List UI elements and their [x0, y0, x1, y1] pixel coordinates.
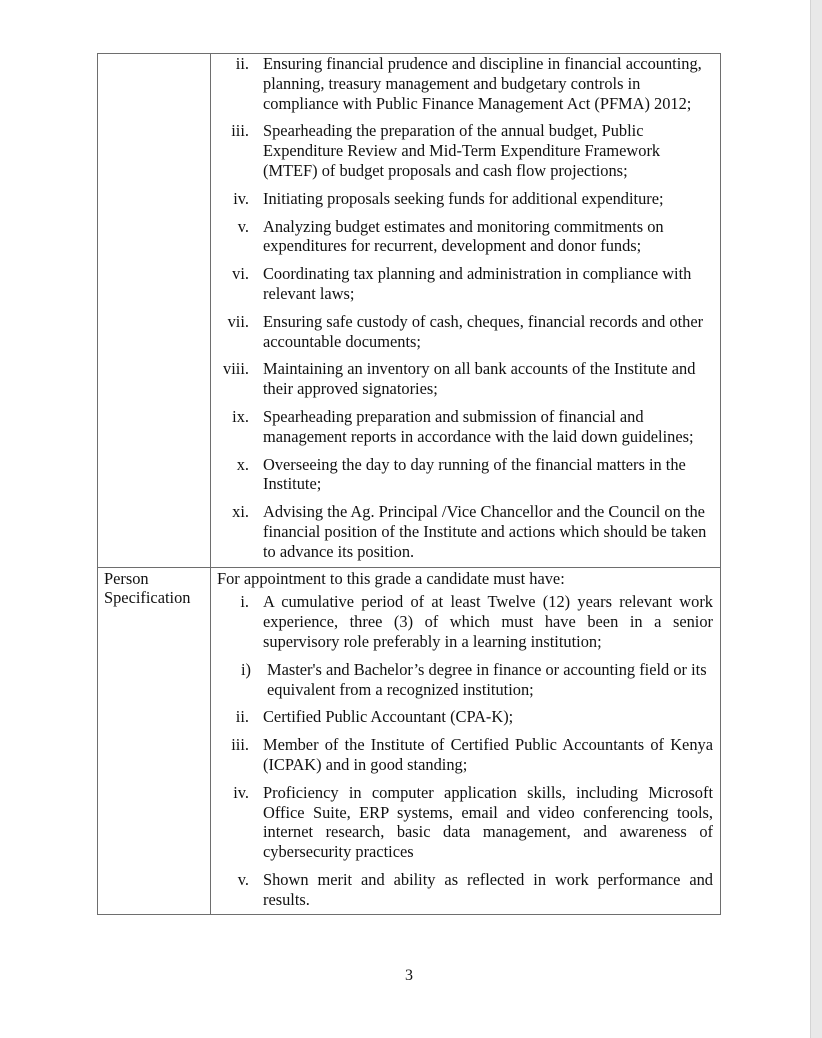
viewer-scroll-edge[interactable]	[810, 0, 822, 1038]
item-number: vi.	[232, 264, 249, 284]
item-text: Maintaining an inventory on all bank accounts of the Institute and their approved signatories;	[263, 359, 696, 399]
item-number: xi.	[232, 502, 249, 522]
person-specification-content-cell	[211, 567, 721, 915]
item-number: v.	[237, 869, 249, 889]
item-text: Analyzing budget estimates and monitoring commitments on expenditures for recurrent, development and donor funds;	[263, 216, 664, 256]
item-number: viii.	[223, 359, 249, 379]
item-number: i)	[240, 659, 251, 679]
duties-content-cell	[211, 54, 721, 568]
list-item	[211, 735, 713, 775]
list-item	[211, 592, 713, 651]
item-text: Overseeing the day to day running of the financial matters in the Institute;	[263, 454, 686, 494]
list-item	[211, 660, 713, 700]
item-number: ix.	[232, 406, 249, 426]
list-item	[211, 502, 713, 561]
page-number: 3	[405, 967, 413, 984]
duties-row	[98, 54, 721, 568]
person-specification-label: Person Specification	[98, 567, 211, 915]
list-item	[211, 783, 713, 862]
list-item	[211, 54, 713, 113]
item-text: Spearheading preparation and submission of financial and management reports in accordance with the laid down guidelines;	[263, 406, 694, 446]
item-text: Initiating proposals seeking funds for additional expenditure;	[263, 188, 664, 208]
item-number: iv.	[233, 188, 249, 208]
item-number: v.	[237, 216, 249, 236]
item-number: ii.	[235, 54, 249, 73]
item-text: Shown merit and ability as reflected in work performance and results.	[263, 869, 713, 909]
item-text: Master's and Bachelor’s degree in finance or accounting field or its equivalent from a recognized institution;	[267, 659, 707, 699]
item-number: ii.	[235, 707, 249, 727]
item-number: vii.	[227, 311, 249, 331]
list-item	[211, 359, 713, 399]
item-number: iii.	[231, 121, 249, 141]
list-item	[211, 870, 713, 910]
item-text: Coordinating tax planning and administration in compliance with relevant laws;	[263, 264, 692, 303]
item-text: Advising the Ag. Principal /Vice Chancellor and the Council on the financial position of the Institute and actions which should be taken to advance its position.	[263, 502, 707, 561]
item-number: iv.	[233, 782, 249, 802]
item-text: Ensuring safe custody of cash, cheques, financial records and other accountable documents;	[263, 311, 704, 351]
list-item	[211, 407, 713, 447]
list-item	[211, 264, 713, 304]
item-text: Ensuring financial prudence and discipline in financial accounting, planning, treasury management and budgetary controls in compliance with Public Finance Management Act (PFMA) 2012;	[263, 54, 702, 113]
list-item	[211, 455, 713, 495]
job-spec-table	[97, 53, 721, 915]
item-number: i.	[240, 592, 249, 612]
duties-label-cell	[98, 54, 211, 568]
list-item	[211, 189, 713, 209]
person-specification-intro: For appointment to this grade a candidate must have:	[217, 568, 565, 588]
list-item	[211, 217, 713, 257]
item-text: Proficiency in computer application skills, including Microsoft Office Suite, ERP systems, email and video conferencing tools, internet research, basic data management, and awareness of cybersecurity practices	[263, 782, 713, 862]
list-item	[211, 312, 713, 352]
item-text: A cumulative period of at least Twelve (12) years relevant work experience, three (3) of which must have been in a senior supervisory role preferably in a learning institution;	[263, 592, 713, 651]
item-text: Spearheading the preparation of the annual budget, Public Expenditure Review and Mid-Term Expenditure Framework (MTEF) of budget proposals and cash flow projections;	[263, 121, 661, 180]
person-specification-row	[98, 567, 721, 915]
item-text: Member of the Institute of Certified Public Accountants of Kenya (ICPAK) and in good standing;	[263, 735, 713, 774]
item-number: x.	[236, 454, 249, 474]
list-item	[211, 707, 713, 727]
item-number: iii.	[231, 735, 249, 755]
item-text: Certified Public Accountant (CPA-K);	[263, 707, 514, 727]
list-item	[211, 121, 713, 180]
